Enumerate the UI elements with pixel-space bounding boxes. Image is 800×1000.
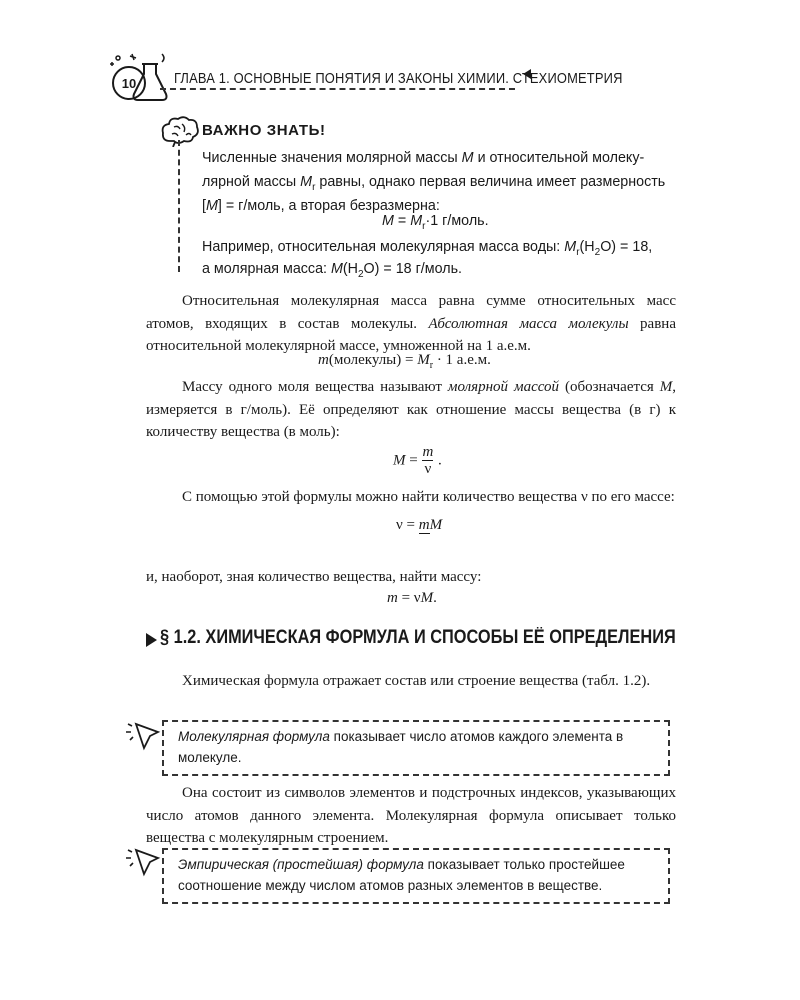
header-arrow-icon	[523, 69, 531, 79]
paragraph-formula-intro: Химическая формула отражает состав или строение вещества (табл. 1.2).	[182, 673, 651, 689]
formula-molar-mass: $M = \frac{m}{\nu}$ .	[393, 444, 442, 477]
chapter-title: ГЛАВА 1. ОСНОВНЫЕ ПОНЯТИЯ И ЗАКОНЫ ХИМИИ. СТЕХИОМЕТРИЯ	[174, 70, 623, 87]
important-line-2: лярной массы $M_r$ равны, однако первая величина имеет размерность	[202, 174, 666, 193]
formula-mass: m = νM.	[387, 590, 437, 606]
paragraph-molecular-formula: Она состоит из символов элементов и подстрочных индексов, указывающих число атомов данного элемента. Молекулярная формула описывает только вещества с молекулярным строением.	[146, 785, 676, 846]
pin-icon	[124, 718, 164, 752]
section-arrow-icon	[146, 633, 157, 647]
important-side-rule	[178, 140, 180, 272]
paragraph-molar-mass: Массу одного моля вещества называют молярной массой (обозначается M, измеряется в г/моль). Её определяют как отношение массы вещества (в г) к количеству вещества (в моль):	[146, 379, 676, 440]
definition-empirical-formula: Эмпирическая (простейшая) формула показывает только простейшее соотношение между числом атомов разных элементов в веществе.	[162, 848, 670, 904]
important-title: ВАЖНО ЗНАТЬ!	[202, 122, 326, 139]
page-number: 10	[112, 66, 146, 100]
important-line-3: [M] = г/моль, а вторая безразмерна:	[202, 198, 440, 214]
definition-molecular-formula: Молекулярная формула показывает число атомов каждого элемента в молекуле.	[162, 720, 670, 776]
paragraph-amount: С помощью этой формулы можно найти количество вещества ν по его массе:	[182, 489, 675, 505]
important-formula: $M = M_r\cdot 1$ г/моль.	[382, 213, 489, 232]
formula-amount: ν = mM	[396, 517, 443, 534]
brain-icon	[160, 115, 200, 147]
pin-icon	[124, 844, 164, 878]
important-example-2: а молярная масса: $M(H_2O) = 18$ г/моль.	[202, 261, 463, 280]
paragraph-find-mass: и, наоборот, зная количество вещества, найти массу:	[146, 569, 482, 585]
formula-molecule-mass: m(молекулы) = $M_r \cdot 1$ а.е.м.	[318, 352, 491, 371]
header-divider	[160, 88, 515, 90]
important-line-1: Численные значения молярной массы M и относительной молеку-	[202, 150, 645, 166]
important-example-1: Например, относительная молекулярная масса воды: $M_r(H_2O) = 18$,	[202, 239, 653, 258]
flask-icon	[104, 50, 174, 110]
paragraph-relative-mass: Относительная молекулярная масса равна сумме относительных масс атомов, входящих в состав молекулы. Абсолютная масса молекулы равна относительной молекулярной массе, умноженной на 1 а.е.м.	[146, 293, 676, 354]
section-heading: § 1.2. ХИМИЧЕСКАЯ ФОРМУЛА И СПОСОБЫ ЕЁ ОПРЕДЕЛЕНИЯ	[160, 627, 676, 648]
